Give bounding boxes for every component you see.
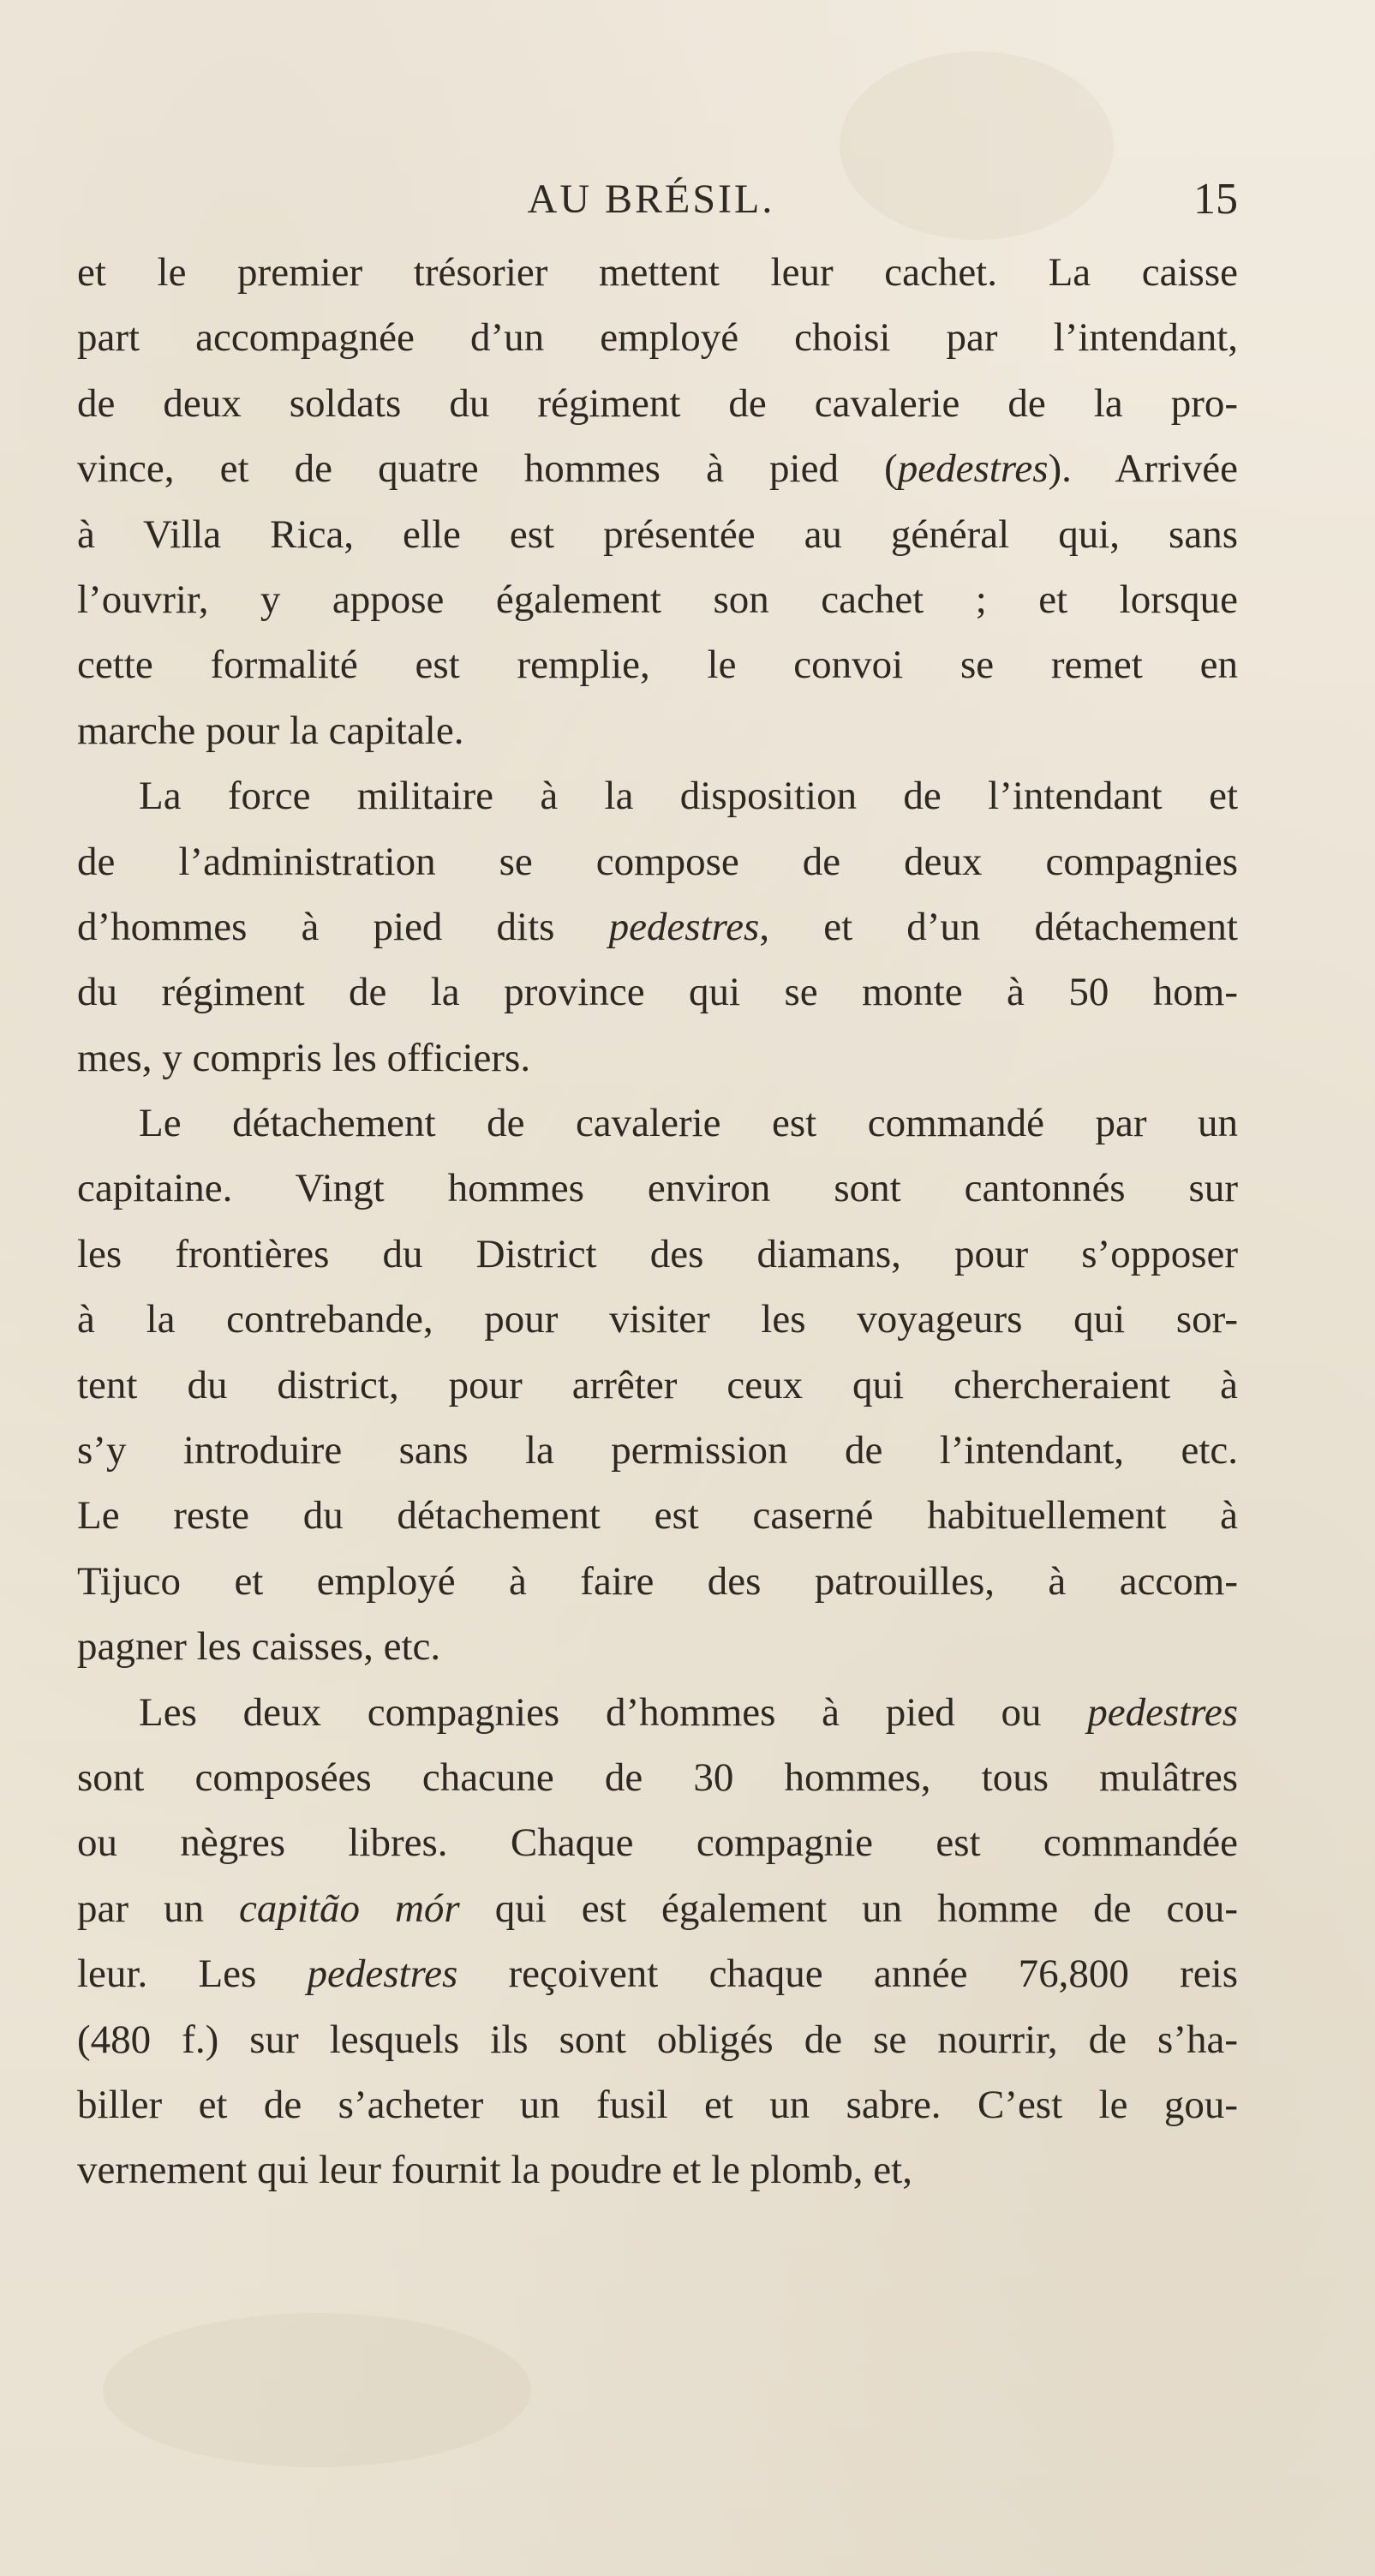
text-line [77, 763, 1238, 828]
text-segment: biller et de s’acheter un fusil et un sabre. C’est le gou- [77, 2082, 1238, 2127]
text-line [77, 502, 1238, 567]
text-segment: cette formalité est remplie, le convoi se remet en [77, 643, 1238, 688]
text-segment: Tijuco et employé à faire des patrouilles, à accom- [77, 1558, 1238, 1604]
text-segment: et le premier trésorier mettent leur cachet. La caisse [77, 250, 1238, 295]
text-segment: les frontières du District des diamans, pour s’opposer [77, 1231, 1238, 1276]
text-segment: leur. Les [77, 1951, 308, 1997]
text-line [77, 371, 1238, 436]
text-line [77, 1680, 1238, 1745]
text-line [77, 1353, 1238, 1418]
italic-term: pedestres [608, 904, 760, 949]
page-header [77, 170, 1238, 230]
text-segment: tent du district, pour arrêter ceux qui chercheraient à [77, 1362, 1238, 1408]
text-line [77, 240, 1238, 305]
body-text [77, 240, 1238, 2203]
text-line [77, 2007, 1238, 2072]
text-segment: part accompagnée d’un employé choisi par l’intendant, [77, 315, 1238, 361]
text-segment: Les deux compagnies d’hommes à pied ou [139, 1689, 1088, 1735]
text-segment: s’y introduire sans la permission de l’intendant, etc. [77, 1428, 1238, 1473]
text-segment: d’hommes à pied dits [77, 904, 609, 949]
text-segment: mes, y compris les officiers. [77, 1035, 531, 1080]
text-segment: marche pour la capitale. [77, 708, 464, 753]
text-segment: qui est également un homme de cou- [459, 1886, 1238, 1931]
text-line [77, 436, 1238, 501]
paper-stain [103, 2313, 531, 2467]
text-segment: ou nègres libres. Chaque compagnie est commandée [77, 1820, 1238, 1866]
text-line [77, 959, 1238, 1025]
text-segment: vince, et de quatre hommes à pied ( [77, 446, 898, 492]
text-segment: du régiment de la province qui se monte à 50 hom- [77, 970, 1238, 1015]
text-line [77, 1025, 1238, 1091]
text-segment: Le détachement de cavalerie est commandé par un [139, 1101, 1238, 1146]
text-line [77, 894, 1238, 959]
text-segment: capitaine. Vingt hommes environ sont cantonnés sur [77, 1166, 1238, 1211]
text-line [77, 1222, 1238, 1287]
text-line [77, 1483, 1238, 1548]
text-line [77, 1745, 1238, 1810]
text-segment: reçoivent chaque année 76,800 reis [457, 1951, 1238, 1997]
text-segment: de l’administration se compose de deux compagnies [77, 839, 1238, 884]
text-segment: à Villa Rica, elle est présentée au général qui, sans [77, 511, 1238, 557]
text-line [77, 1549, 1238, 1614]
italic-term: pedestres [897, 446, 1049, 492]
text-line [77, 1287, 1238, 1352]
text-segment: l’ouvrir, y appose également son cachet ; et lorsque [77, 577, 1238, 622]
text-line [77, 1418, 1238, 1483]
italic-term: capitão mór [239, 1886, 460, 1931]
text-line [77, 698, 1238, 763]
text-segment: de deux soldats du régiment de cavalerie de la pro- [77, 380, 1238, 426]
text-segment: (480 f.) sur lesquels ils sont obligés de se nourrir, de s’ha- [77, 2017, 1238, 2062]
italic-term: pedestres [307, 1951, 458, 1997]
text-line [77, 567, 1238, 632]
text-line [77, 632, 1238, 697]
text-segment: sont composées chacune de 30 hommes, tous mulâtres [77, 1754, 1238, 1800]
text-segment: par un [77, 1886, 240, 1931]
text-line [77, 2072, 1238, 2137]
text-segment: à la contrebande, pour visiter les voyageurs qui sor- [77, 1297, 1238, 1342]
text-line [77, 305, 1238, 370]
running-title: AU BRÉSIL. [527, 176, 775, 222]
text-line [77, 2137, 1238, 2202]
text-line [77, 1941, 1238, 2006]
page-number: 15 [1193, 175, 1238, 224]
text-line [77, 829, 1238, 894]
text-segment: Le reste du détachement est caserné habituellement à [77, 1493, 1238, 1539]
text-segment: ). Arrivée [1048, 446, 1238, 492]
italic-term: pedestres [1087, 1689, 1238, 1735]
text-line [77, 1156, 1238, 1221]
text-segment: vernement qui leur fournit la poudre et le plomb, et, [77, 2148, 912, 2193]
text-line [77, 1810, 1238, 1875]
text-segment: , et d’un détachement [759, 904, 1238, 949]
text-line [77, 1614, 1238, 1679]
text-segment: La force militaire à la disposition de l’intendant et [139, 774, 1238, 819]
text-line [77, 1091, 1238, 1156]
text-segment: pagner les caisses, etc. [77, 1624, 441, 1670]
text-line [77, 1876, 1238, 1941]
